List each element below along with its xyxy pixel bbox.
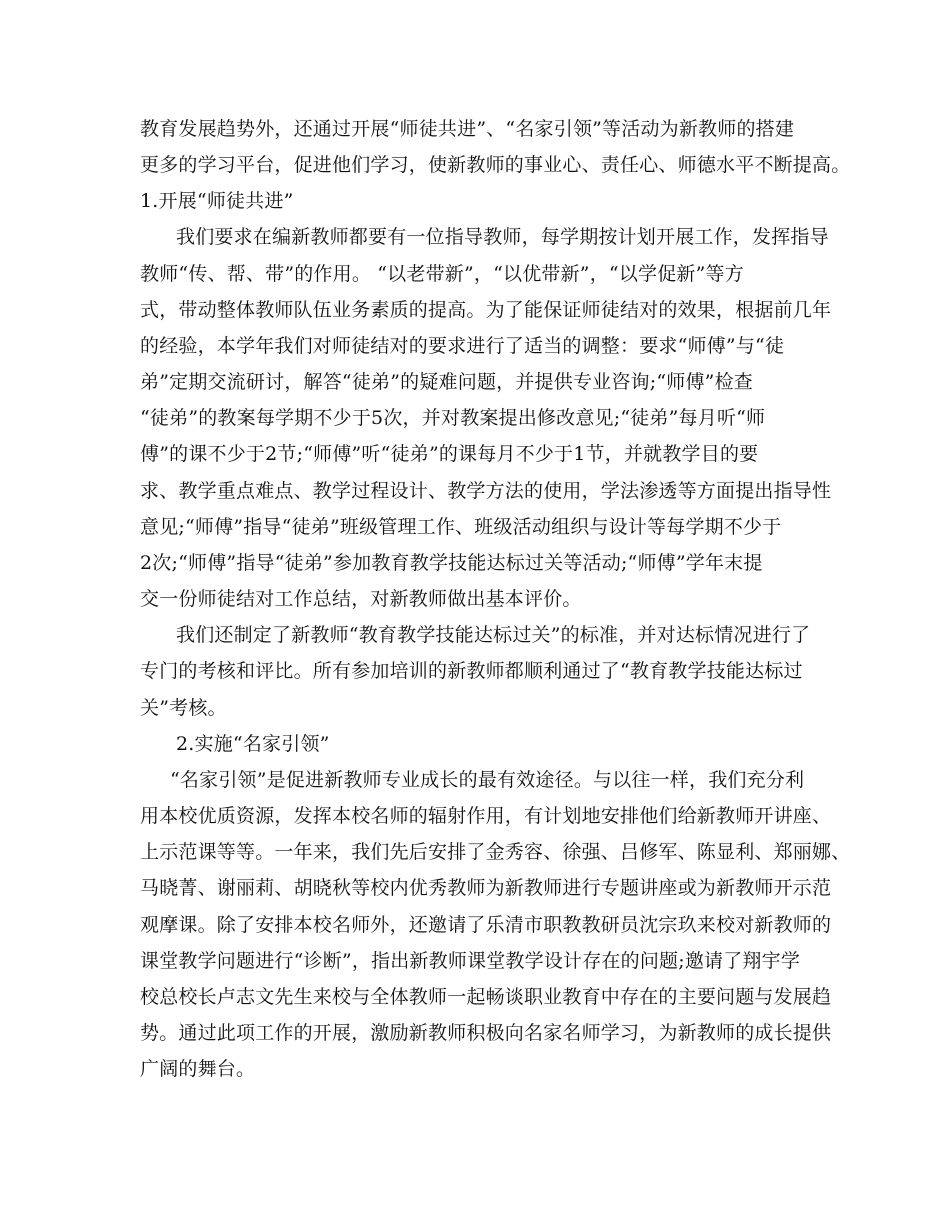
text-line: 势。通过此项工作的开展，激励新教师积极向名家名师学习，为新教师的成长提供: [140, 1022, 832, 1044]
text-line: 教育发展趋势外，还通过开展“师徒共进”、“名家引领”等活动为新教师的搭建: [140, 118, 795, 140]
text-line: 上示范课等等。一年来，我们先后安排了金秀容、徐强、吕修军、陈显利、郑丽娜、: [140, 841, 851, 863]
text-line: “徒弟”的教案每学期不少于5次，并对教案提出修改意见;“徒弟”每月听“师: [140, 407, 766, 429]
text-line: 意见;“师傅”指导“徒弟”班级管理工作、班级活动组织与设计等每学期不少于: [140, 516, 782, 538]
text-line: 我们要求在编新教师都要有一位指导教师，每学期按计划开展工作，发挥指导: [176, 226, 829, 248]
text-line: 傅”的课不少于2节;“师傅”听“徒弟”的课每月不少于1节，并就教学目的要: [140, 443, 759, 465]
text-line: 关”考核。: [140, 697, 227, 719]
text-line: 广阔的舞台。: [140, 1058, 256, 1080]
text-line: 式，带动整体教师队伍业务素质的提高。为了能保证师徒结对的效果，根据前几年: [140, 299, 832, 321]
text-line: 的经验，本学年我们对师徒结对的要求进行了适当的调整：要求“师傅”与“徒: [140, 335, 785, 357]
text-line: 我们还制定了新教师“教育教学技能达标过关”的标准，并对达标情况进行了: [176, 624, 811, 646]
text-line: 课堂教学问题进行“诊断”，指出新教师课堂教学设计存在的问题;邀请了翔宇学: [140, 950, 801, 972]
text-line: 更多的学习平台，促进他们学习，使新教师的事业心、责任心、师德水平不断提高。: [140, 154, 851, 176]
text-line: 交一份师徒结对工作总结，对新教师做出基本评价。: [140, 588, 582, 610]
text-line: 专门的考核和评比。所有参加培训的新教师都顺利通过了“教育教学技能达标过: [140, 660, 803, 682]
text-line: 求、教学重点难点、教学过程设计、教学方法的使用，学法渗透等方面提出指导性: [140, 480, 832, 502]
text-line: 用本校优质资源，发挥本校名师的辐射作用，有计划地安排他们给新教师开讲座、: [140, 805, 832, 827]
section-heading: 2.实施“名家引领”: [176, 733, 330, 755]
section-heading: 1.开展“师徒共进”: [140, 190, 294, 212]
text-line: 弟”定期交流研讨，解答“徒弟”的疑难问题，并提供专业咨询;“师傅”检查: [140, 371, 753, 393]
text-line: “名家引领”是促进新教师专业成长的最有效途径。与以往一样，我们充分利: [170, 769, 805, 791]
text-line: 校总校长卢志文先生来校与全体教师一起畅谈职业教育中存在的主要问题与发展趋: [140, 986, 832, 1008]
text-line: 教师“传、帮、带”的作用。 “以老带新”，“以优带新”，“以学促新”等方: [140, 263, 744, 285]
text-line: 观摩课。除了安排本校名师外，还邀请了乐清市职教教研员沈宗玖来校对新教师的: [140, 914, 832, 936]
text-line: 马晓菁、谢丽莉、胡晓秋等校内优秀教师为新教师进行专题讲座或为新教师开示范: [140, 877, 832, 899]
text-line: 2次;“师傅”指导“徒弟”参加教育教学技能达标过关等活动;“师傅”学年末提: [140, 552, 763, 574]
